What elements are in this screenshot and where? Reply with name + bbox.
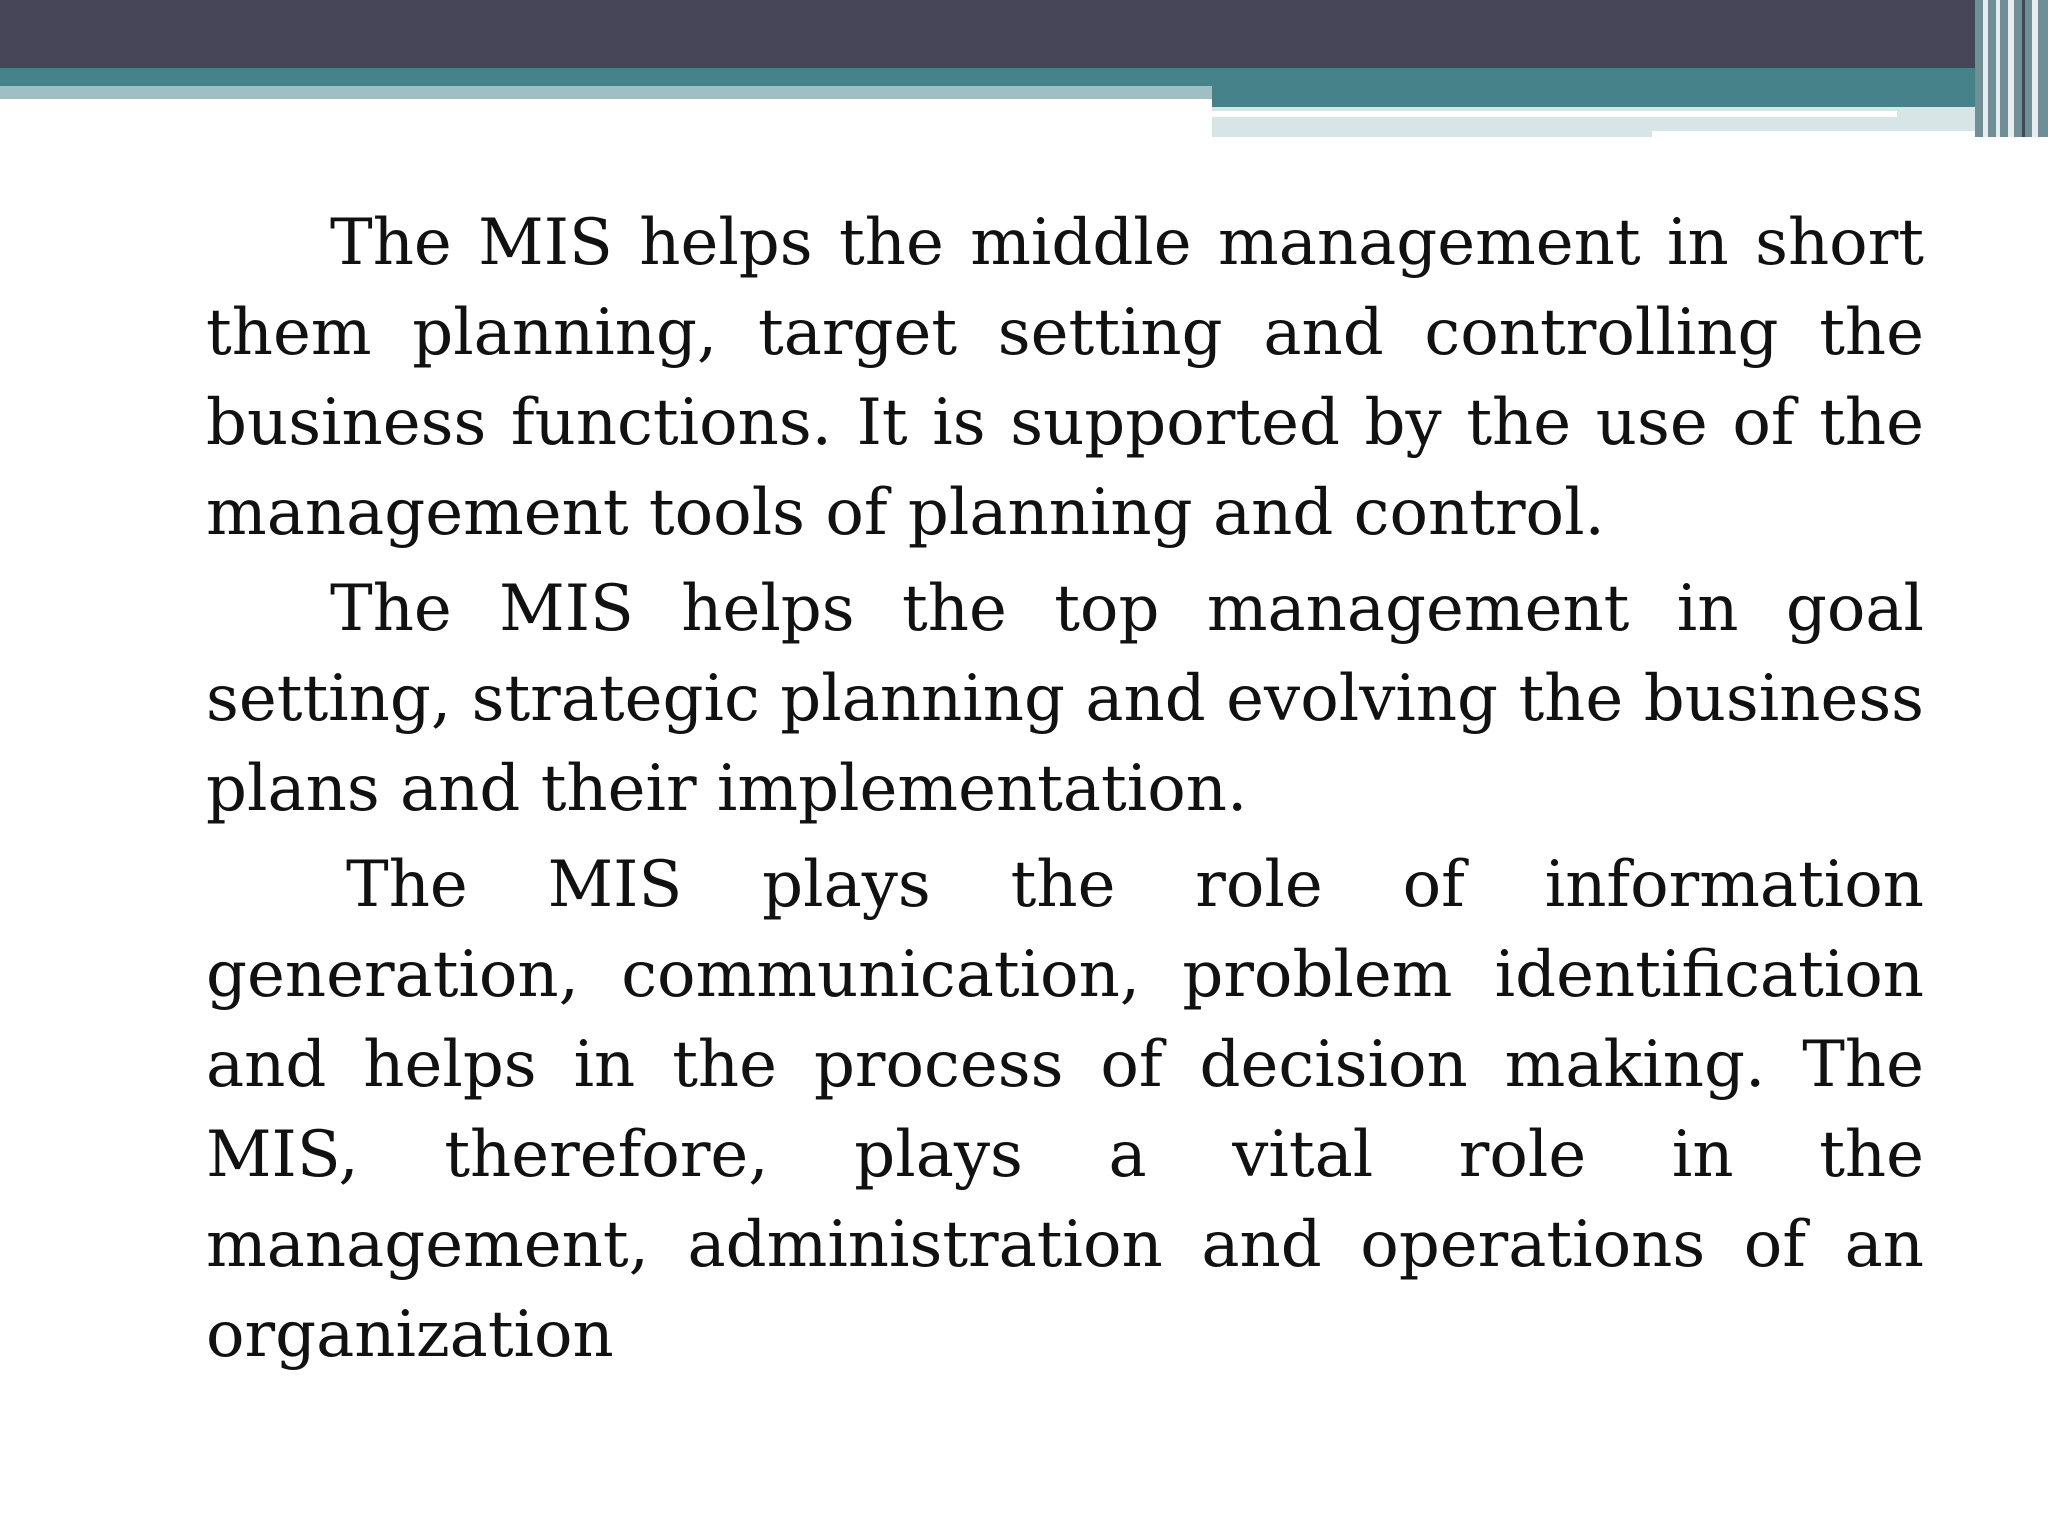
header-band-teal-right bbox=[1212, 86, 2048, 107]
corner-stripe bbox=[1996, 0, 2000, 137]
header-band-teal bbox=[0, 68, 2048, 86]
slide-body bbox=[206, 198, 1924, 1386]
header-band-dark bbox=[0, 0, 2048, 68]
corner-stripe bbox=[2008, 0, 2014, 137]
corner-stripe bbox=[1983, 0, 1988, 137]
header-line-upper bbox=[1212, 111, 1897, 117]
header-band-light bbox=[0, 86, 1212, 99]
corner-stripe bbox=[2032, 0, 2038, 137]
corner-stripe bbox=[2022, 0, 2025, 137]
paragraph-middle-management: The MIS helps the middle management in short them planning, target setting and controlling the business functions. It is supported by the use of the management tools of planning and control. bbox=[206, 206, 1924, 550]
paragraph-mis-role: The MIS plays the role of information generation, communication, problem identification and helps in the process of decision making. The MIS, therefore, plays a vital role in the management, administration and operations of an organization bbox=[206, 848, 1924, 1372]
paragraph-top-management: The MIS helps the top management in goal setting, strategic planning and evolving the business plans and their implementation. bbox=[206, 572, 1924, 826]
